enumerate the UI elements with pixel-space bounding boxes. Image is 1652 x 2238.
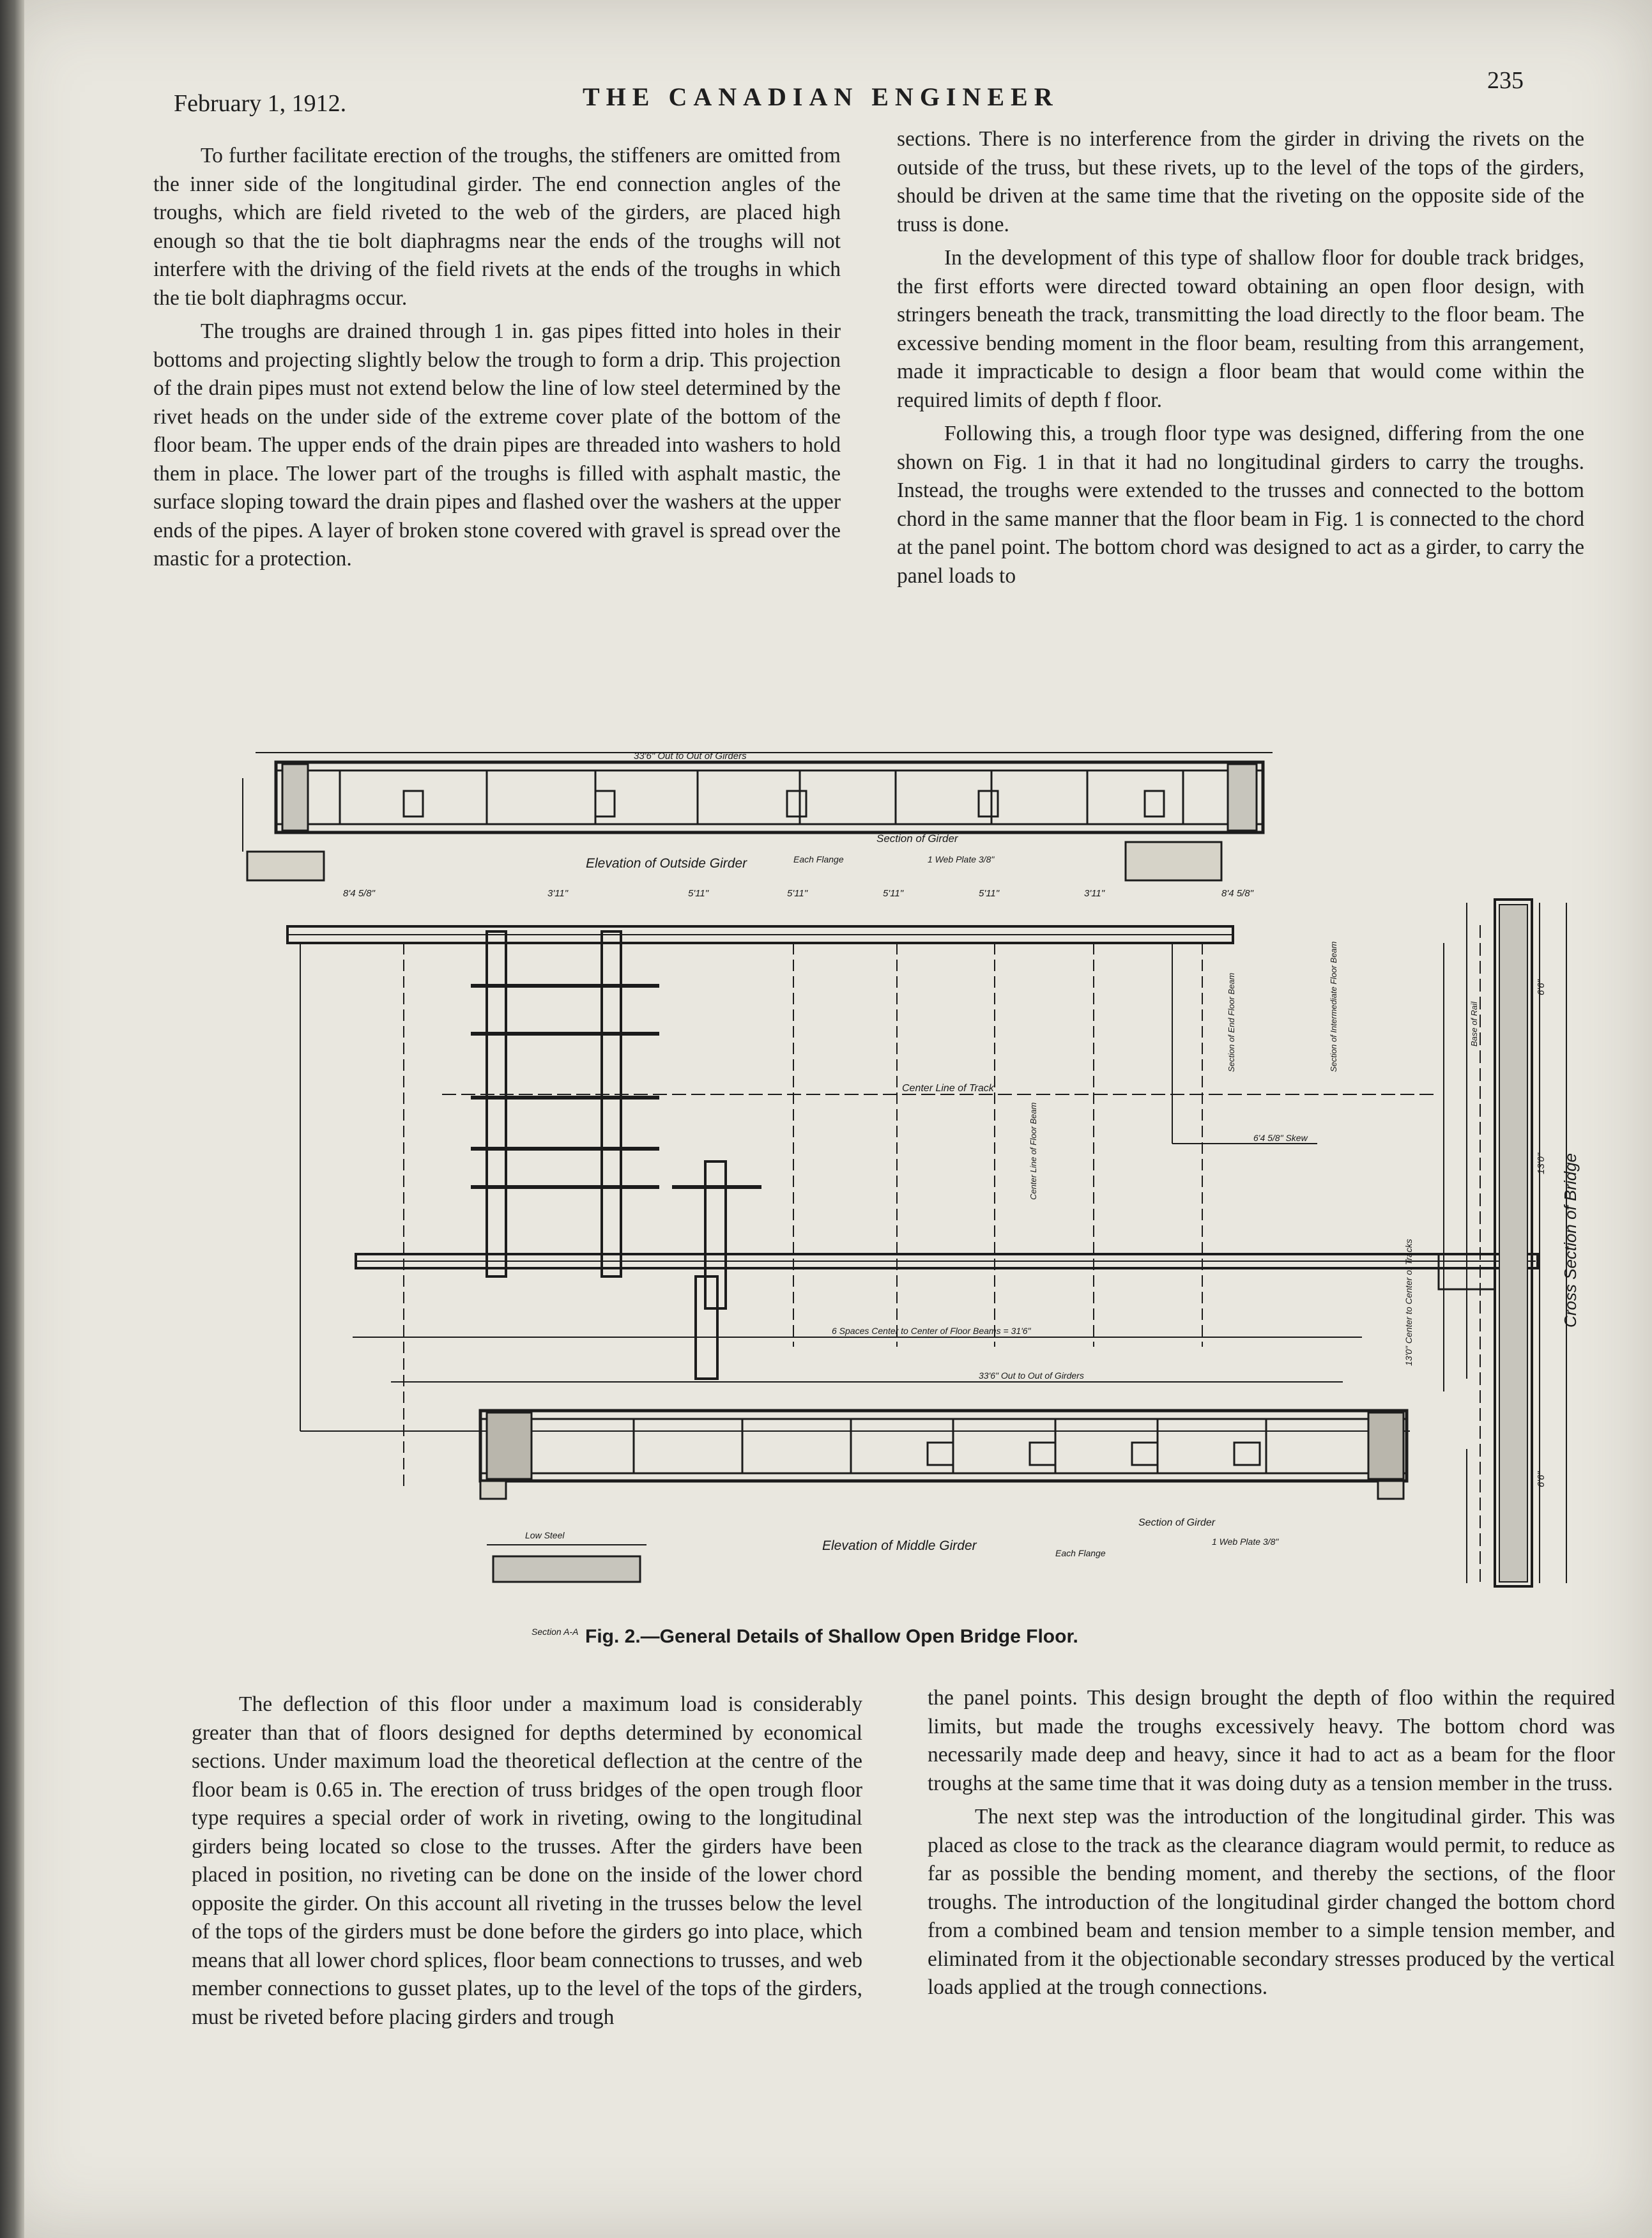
text-column-top-left [153, 142, 841, 574]
label-section-int-floor-beam: Section of Intermediate Floor Beam [1329, 941, 1338, 1072]
label-web-plate-top: 1 Web Plate 3/8" [928, 854, 995, 864]
header-date: February 1, 1912. [174, 90, 347, 117]
label-spaces: 6 Spaces Center to Center of Floor Beams = 31'6" [832, 1326, 1031, 1336]
paragraph: The troughs are drained through 1 in. gas pipes fitted into holes in their bottoms and projecting slightly below the trough to form a drip. This projection of the drain pipes must not extend below the line of low steel determined by the rivet heads on the under side of the extreme cover plate of the bottom of the floor beam. The upper ends of the drain pipes are threaded into washers to hold them in place. The lower part of the troughs is filled with asphalt mastic, the surface sloping toward the drain pipes and flashed over the washers at the upper ends of the pipes. A layer of broken stone covered with gravel is spread over the mastic for a protection. [153, 319, 841, 571]
paragraph: Following this, a trough floor type was designed, differing from the one shown on Fig. 1 in that it had no longitudinal girders to carry the troughs. Instead, the troughs were extended to the trusses and connected to the bottom chord in the same manner that the floor beam in Fig. 1 is connected to the chord at the panel point. The bottom chord was designed to act as a girder, to carry the panel loads to [897, 422, 1584, 588]
label-outside-length: 33'6" Out to Out of Girders [634, 751, 747, 762]
label-section-girder-bottom: Section of Girder [1138, 1517, 1216, 1528]
text-column-top-right [897, 125, 1584, 590]
bridge-floor-drawing [187, 714, 1602, 1647]
header-title: THE CANADIAN ENGINEER [583, 82, 1059, 111]
dim-label: 3'11" [547, 888, 569, 899]
paragraph: the panel points. This design brought the depth of floo within the required limits, but made the troughs excessively heavy. The bottom chord was necessarily made deep and heavy, since it had to act as a beam for the floor troughs at the same time that it was doing duty as a tension member in the truss. [928, 1686, 1615, 1795]
label-each-flange-top: Each Flange [793, 854, 844, 864]
page-number: 235 [1487, 67, 1524, 94]
paragraph: The next step was the introduction of the longitudinal girder. This was placed as close to the track as the clearance diagram would permit, to reduce as far as possible the bending moment, and thereby the sections, of the floor troughs. The introduction of the longitudinal girder changed the bottom chord from a combined beam and tension member to a simple tension member, and eliminated from it the objectionable secondary stresses produced by the vertical loads applied at the trough connections. [928, 1805, 1615, 1999]
label-cross-section: Cross Section of Bridge [1561, 1153, 1580, 1328]
label-each-flange-bottom: Each Flange [1055, 1548, 1106, 1558]
dim-label: 3'11" [1084, 888, 1105, 899]
label-centre-to-centre: 13'0" Center to Center of Tracks [1403, 1239, 1414, 1366]
dim-label: 5'11" [979, 888, 1000, 899]
dim-label: 8'4 5/8" [343, 888, 375, 899]
label-skew: 6'4 5/8" Skew [1253, 1133, 1308, 1143]
label-section-end-floor-beam: Section of End Floor Beam [1227, 972, 1236, 1072]
dim-label: 6'6" [1536, 1471, 1547, 1487]
paragraph: To further facilitate erection of the troughs, the stiffeners are omitted from the inner side of the longitudinal girder. The end connection angles of the troughs, which are field riveted to the web of the girders, are placed high enough so that the tie bolt diaphragms near the ends of the troughs will not interfere with the driving of the field rivets at the ends of the troughs in which the tie bolt diaphragms occur. [153, 144, 841, 310]
label-section-aa: Section A-A [532, 1627, 579, 1637]
dim-label: 6'6" [1536, 979, 1547, 995]
label-center-line-track: Center Line of Track [902, 1083, 994, 1094]
paragraph: The deflection of this floor under a maximum load is considerably greater than that of floors designed for depths determined by economical sections. Under maximum load the theoretical deflection at the centre of the floor beam is 0.65 in. The erection of truss bridges of the open trough floor type requires a special order of work in riveting, owing to the longitudinal girders being located so close to the trusses. After the girders have been placed in position, no riveting can be done on the inside of the lower chord opposite the girder. On this account all riveting in the trusses below the level of the tops of the girders must be done before the girders go into place, which means that all lower chord splices, floor beam connections to trusses, and web member connections to gusset plates, up to the level of the tops of the girders, must be riveted before placing girders and trough [192, 1692, 862, 2029]
label-section-girder-top: Section of Girder [876, 832, 958, 845]
label-elevation-middle: Elevation of Middle Girder [822, 1538, 977, 1553]
book-gutter [0, 0, 24, 2238]
dim-label: 5'11" [688, 888, 709, 899]
label-girders-length-bottom: 33'6" Out to Out of Girders [979, 1370, 1084, 1381]
paragraph: sections. There is no interference from the girder in driving the rivets on the outside of the truss, but these rivets, up to the level of the tops of the girders, should be driven at the same time that the riveting on the opposite side of the truss is done. [897, 127, 1584, 236]
dim-label: 8'4 5/8" [1221, 888, 1253, 899]
text-column-bottom-right [928, 1684, 1615, 2002]
label-elevation-outside: Elevation of Outside Girder [586, 856, 747, 871]
paragraph: In the development of this type of shallow floor for double track bridges, the first efforts were directed toward obtaining an open floor design, with stringers beneath the track, transmitting the load directly to the floor beam. The excessive bending moment in the floor beam, resulting from this arrangement, made it impracticable to design a floor beam that would come within the required limits of depth f floor. [897, 246, 1584, 412]
label-web-plate-bottom: 1 Web Plate 3/8" [1212, 1537, 1279, 1547]
label-center-line-floor-beam: Center Line of Floor Beam [1029, 1102, 1038, 1200]
label-base-of-rail: Base of Rail [1469, 1001, 1479, 1046]
dim-label: 5'11" [787, 888, 808, 899]
figure-caption: Fig. 2.—General Details of Shallow Open Bridge Floor. [585, 1626, 1078, 1647]
label-low-steel: Low Steel [525, 1530, 565, 1540]
dim-label: 5'11" [883, 888, 904, 899]
text-column-bottom-left [192, 1690, 862, 2032]
dim-label: 13'0" [1536, 1153, 1547, 1174]
